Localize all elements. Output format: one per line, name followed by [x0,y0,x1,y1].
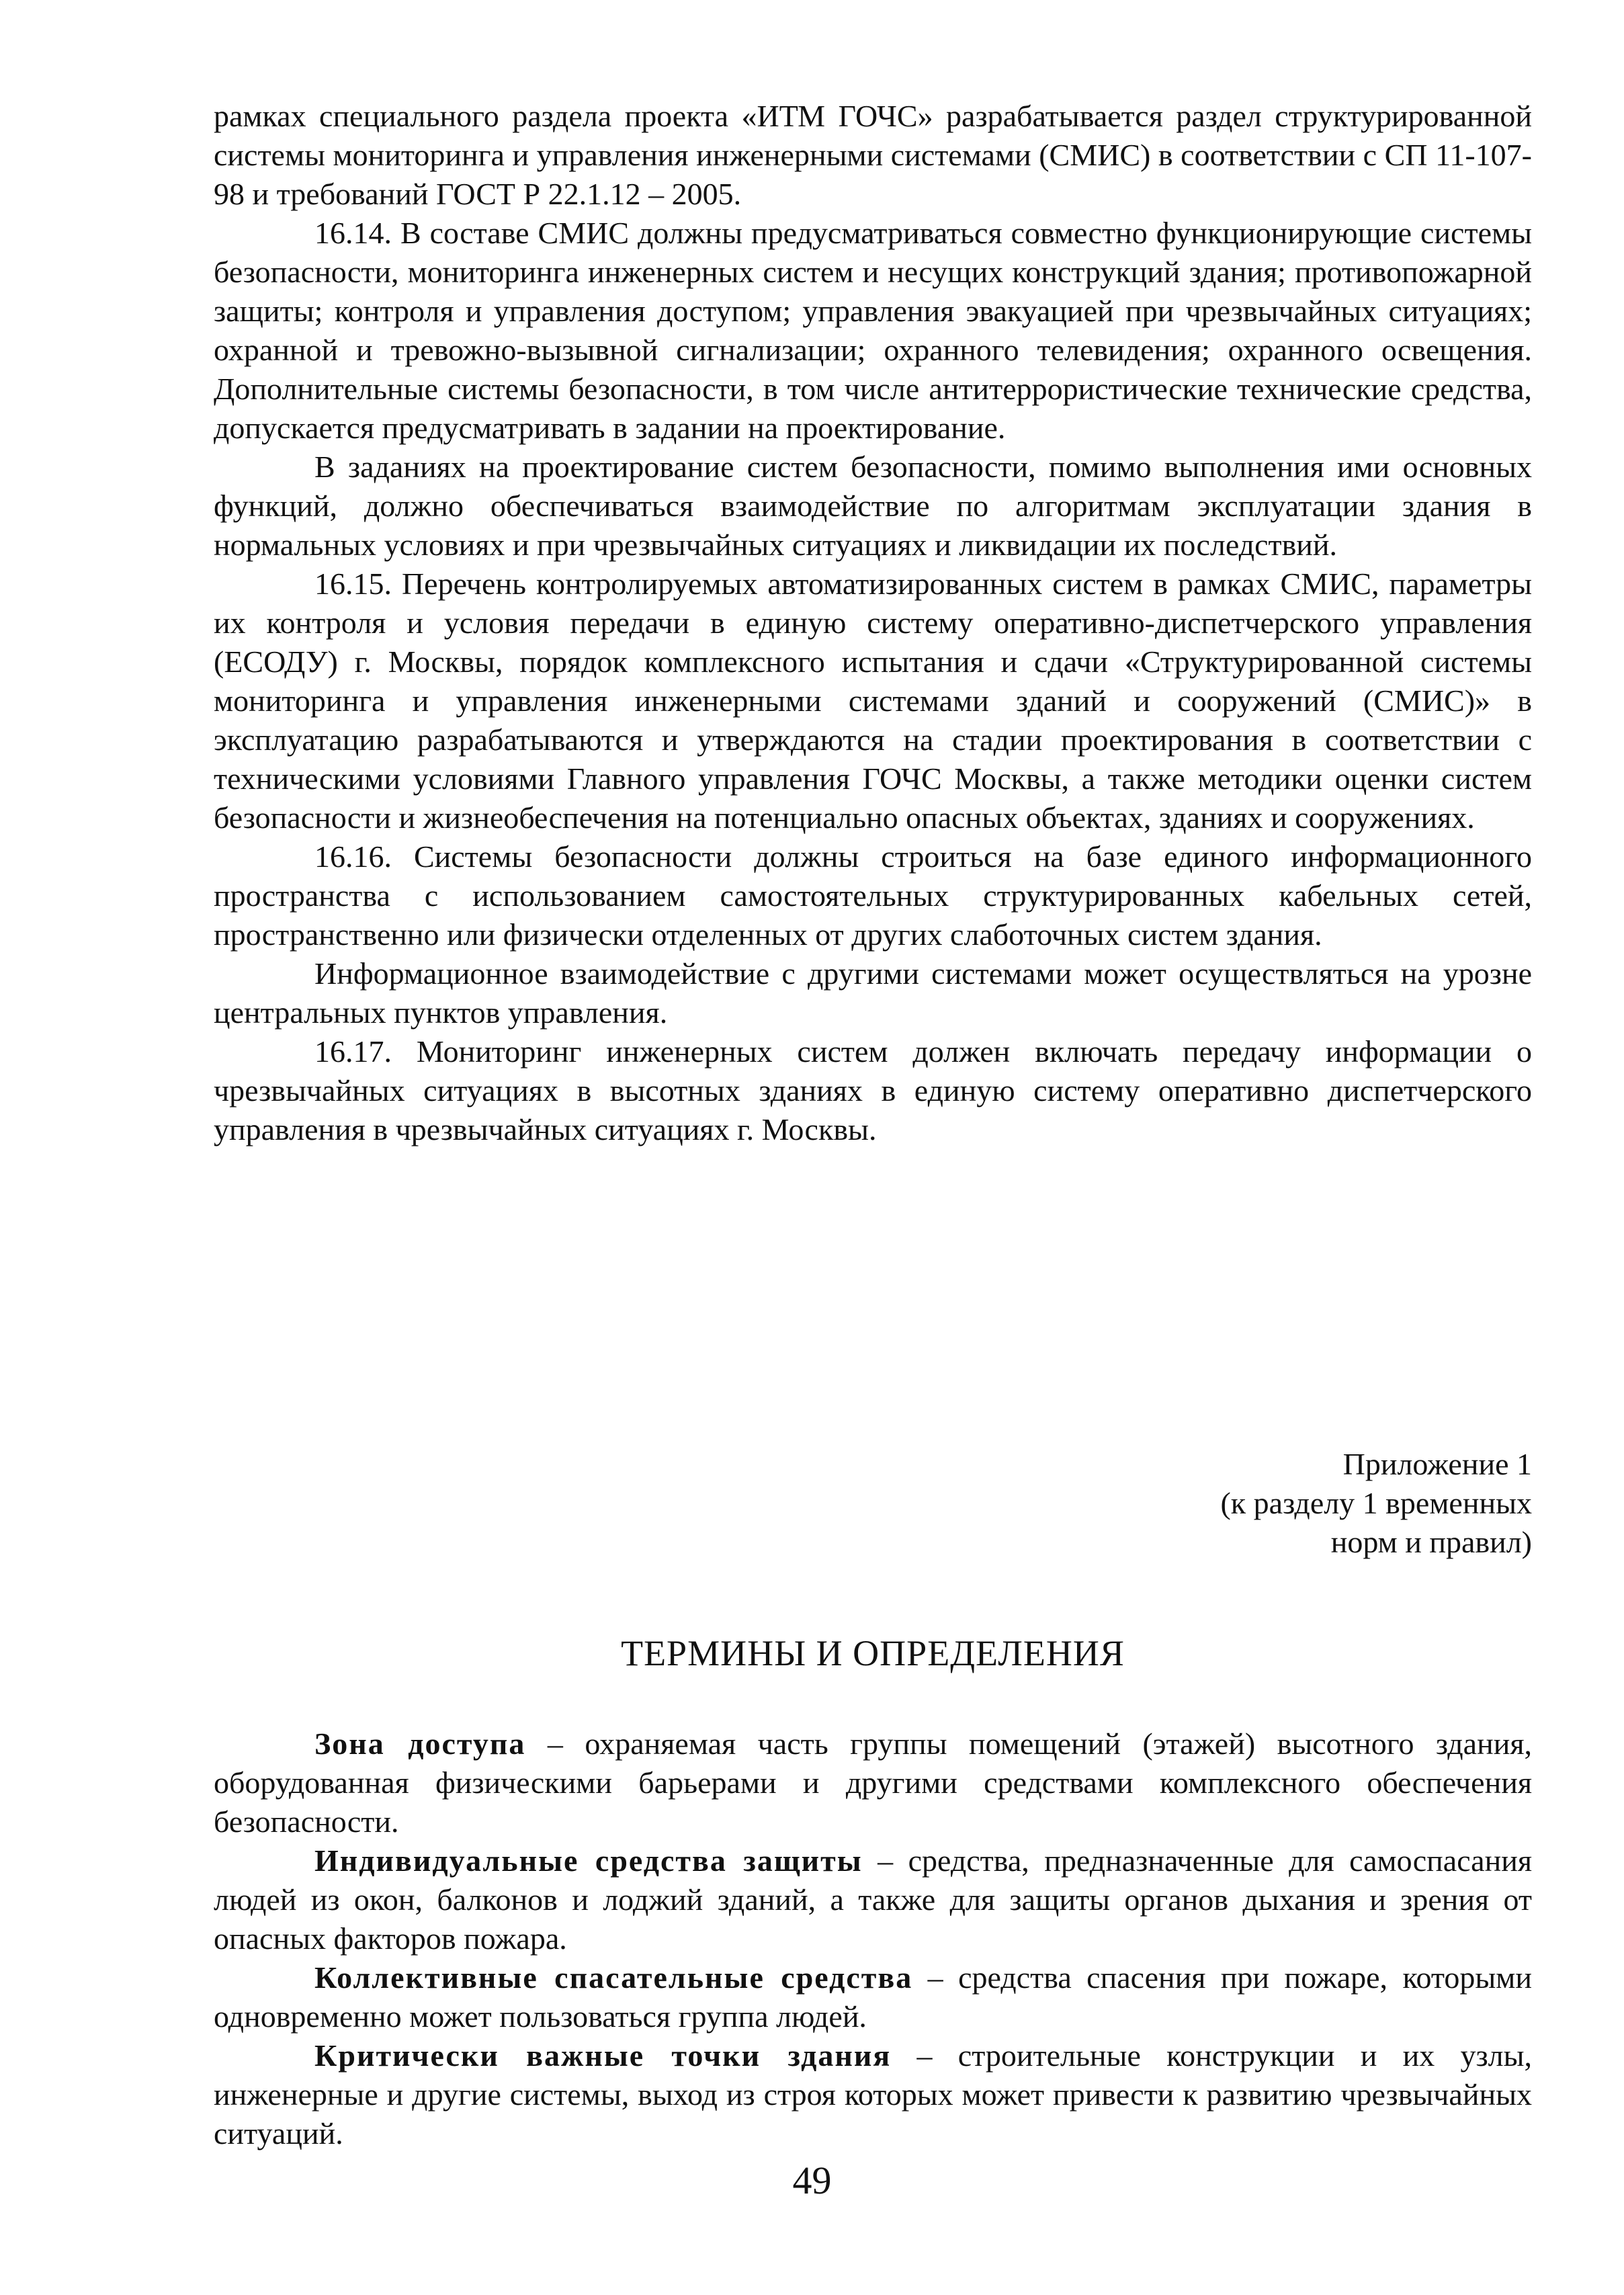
term-name: Зона доступа [314,1726,526,1761]
paragraph-16-16: 16.16. Системы безопасности должны строиться на базе единого информационного пространства с использованием самостоятельных структурированных кабельных сетей, пространственно или физически отделенных от других слаботочных систем здания. [214,839,1532,952]
term-definition: – охраняемая часть группы помещений (этажей) высотного здания, оборудованная физическими барьерами и другими средствами комплексного обеспечения безопасности. [214,1726,1532,1839]
appendix-line-3: норм и правил) [1330,1525,1532,1559]
section-heading: ТЕРМИНЫ И ОПРЕДЕЛЕНИЯ [621,1633,1125,1673]
appendix-line-1: Приложение 1 [1342,1447,1532,1481]
term-entry [214,2036,1532,2153]
term-name: Индивидуальные средства защиты [314,1843,863,1878]
paragraph-16-15: 16.15. Перечень контролируемых автоматизированных систем в рамках СМИС, параметры их контроля и условия передачи в единую систему оперативно-диспетчерского управления (ЕСОДУ) г. Москвы, порядок комплексного испытания и сдачи «Структурированной системы мониторинга и управления инженерными системами зданий и сооружений (СМИС)» в эксплуатацию разрабатываются и утверждаются на стадии проектирования в соответствии с техническими условиями Главного управления ГОЧС Москвы, а также методики оценки систем безопасности и жизнеобеспечения на потенциально опасных объектах, зданиях и сооружениях. [214,567,1532,835]
paragraph-continuation: рамках специального раздела проекта «ИТМ ГОЧС» разрабатывается раздел структурированной системы мониторинга и управления инженерными системами (СМИС) в соответствии с СП 11-107-98 и требований ГОСТ Р 22.1.12 – 2005. [214,99,1532,211]
term-definition: – строительные конструкции и их узлы, инженерные и другие системы, выход из строя которых может привести к развитию чрезвычайных ситуаций. [214,2038,1532,2151]
paragraph-16-17: 16.17. Мониторинг инженерных систем должен включать передачу информации о чрезвычайных ситуациях в высотных зданиях в единую систему оперативно диспетчерского управления в чрезвычайных ситуациях г. Москвы. [214,1034,1532,1146]
body-section [214,97,1532,1149]
appendix-line-2: (к разделу 1 временных [1220,1486,1532,1520]
paragraph-info-interaction: Информационное взаимодействие с другими системами может осуществляться на урозне центральных пунктов управления. [214,956,1532,1030]
term-name: Коллективные спасательные средства [314,1960,913,1995]
term-entry [214,1958,1532,2036]
paragraph-design-tasks: В заданиях на проектирование систем безопасности, помимо выполнения ими основных функций, должно обеспечиваться взаимодействие по алгоритмам эксплуатации здания в нормальных условиях и при чрезвычайных ситуациях и ликвидации их последствий. [214,450,1532,562]
term-definition: – средства, предназначенные для самоспасания людей из окон, балконов и лоджий зданий, а также для защиты органов дыхания и зрения от опасных факторов пожара. [214,1843,1532,1956]
terms-section [214,1724,1532,2153]
term-entry [214,1724,1532,1841]
page-number: 49 [792,2159,832,2202]
paragraph-16-14: 16.14. В составе СМИС должны предусматриваться совместно функционирующие системы безопасности, мониторинга инженерных систем и несущих конструкций здания; противопожарной защиты; контроля и управления доступом; управления эвакуацией при чрезвычайных ситуациях; охранной и тревожно-вызывной сигнализации; охранного телевидения; охранного освещения. Дополнительные системы безопасности, в том числе антитеррористические технические средства, допускается предусматривать в задании на проектирование. [214,216,1532,445]
term-definition: – средства спасения при пожаре, которыми одновременно может пользоваться группа людей. [214,1960,1532,2034]
term-entry [214,1841,1532,1958]
term-name: Критически важные точки здания [314,2038,892,2073]
appendix-note [1062,1445,1532,1562]
